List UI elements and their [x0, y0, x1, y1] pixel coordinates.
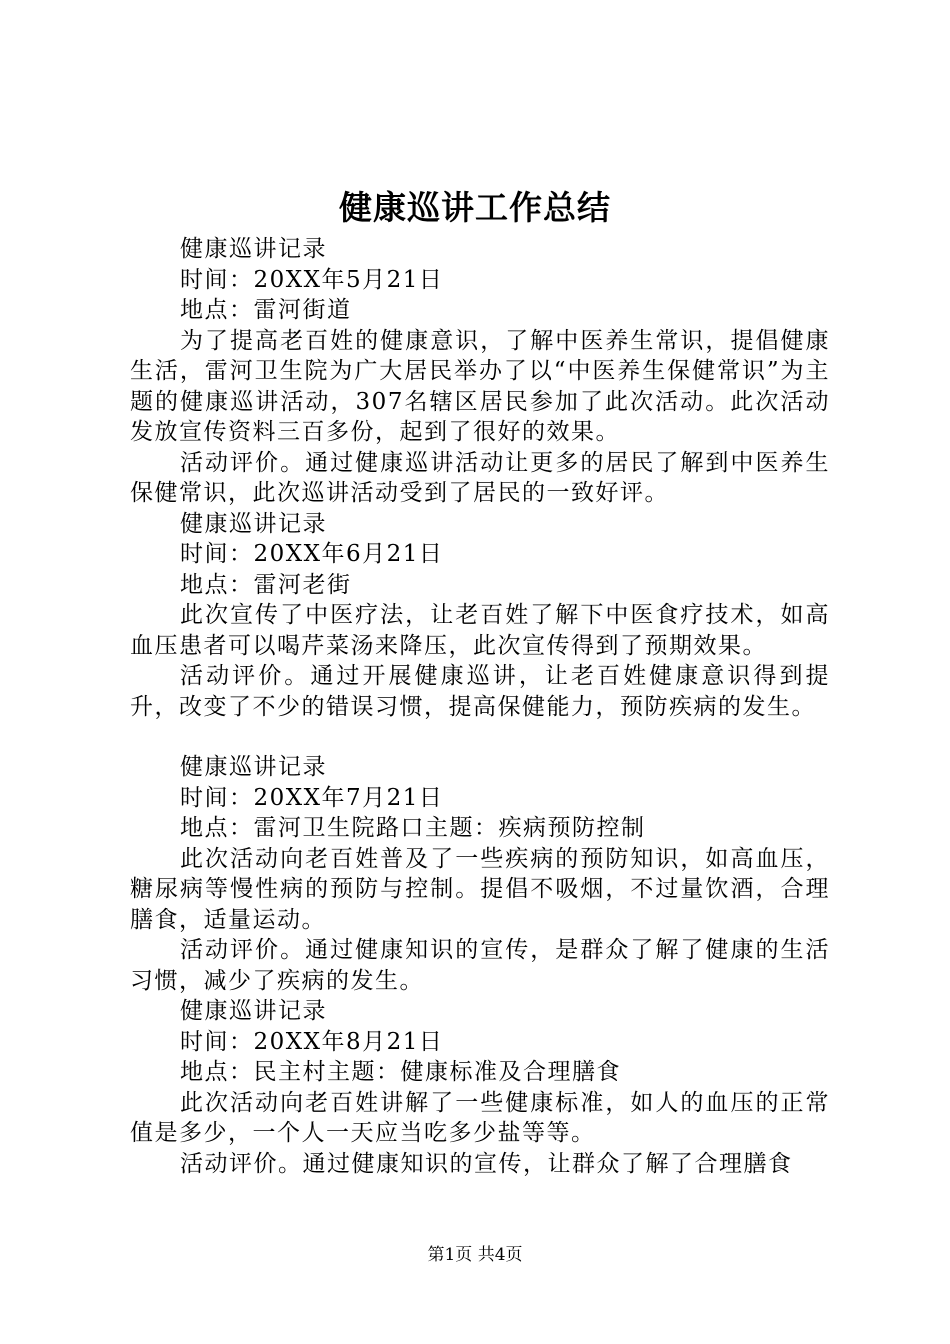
record-time: 时间：20XX年5月21日 — [180, 266, 444, 293]
document-title: 健康巡讲工作总结 — [339, 188, 611, 227]
record-evaluation: 活动评价。通过健康知识的宣传，让群众了解了合理膳食 — [180, 1150, 793, 1177]
record-heading: 健康巡讲记录 — [180, 510, 327, 537]
record-evaluation: 活动评价。通过健康巡讲活动让更多的居民了解到中医养生保健常识，此次巡讲活动受到了居民的一致好评。 — [130, 449, 830, 506]
page-footer: 第1页 共4页 — [427, 1245, 523, 1265]
record-location: 地点：民主村主题：健康标准及合理膳食 — [180, 1059, 621, 1085]
record-location: 地点：雷河老街 — [180, 571, 352, 598]
record-time: 时间：20XX年7月21日 — [180, 784, 444, 811]
record-heading: 健康巡讲记录 — [180, 754, 327, 780]
record-location: 地点：雷河街道 — [180, 297, 352, 323]
record-content: 此次宣传了中医疗法，让老百姓了解下中医食疗技术，如高血压患者可以喝芹菜汤来降压，此次宣传得到了预期效果。 — [130, 602, 830, 659]
record-time: 时间：20XX年6月21日 — [180, 541, 444, 567]
record-evaluation: 活动评价。通过开展健康巡讲，让老百姓健康意识得到提升，改变了不少的错误习惯，提高保健能力，预防疾病的发生。 — [130, 663, 830, 720]
record-heading: 健康巡讲记录 — [180, 998, 327, 1024]
record-time: 时间：20XX年8月21日 — [180, 1028, 444, 1055]
record-content: 此次活动向老百姓普及了一些疾病的预防知识，如高血压，糖尿病等慢性病的预防与控制。提倡不吸烟，不过量饮酒，合理膳食，适量运动。 — [130, 845, 830, 933]
record-location: 地点：雷河卫生院路口主题：疾病预防控制 — [180, 815, 646, 841]
document-body — [130, 234, 830, 1179]
record-content: 此次活动向老百姓讲解了一些健康标准，如人的血压的正常值是多少，一个人一天应当吃多少盐等等。 — [130, 1089, 830, 1146]
record-heading: 健康巡讲记录 — [180, 236, 327, 262]
record-evaluation: 活动评价。通过健康知识的宣传，是群众了解了健康的生活习惯，减少了疾病的发生。 — [130, 937, 830, 994]
record-content: 为了提高老百姓的健康意识，了解中医养生常识，提倡健康生活，雷河卫生院为广大居民举办了以“中医养生保健常识”为主题的健康巡讲活动，307名辖区居民参加了此次活动。此次活动发放宣传资料三百多份，起到了很好的效果。 — [130, 327, 830, 445]
paragraph-gap — [130, 722, 830, 752]
